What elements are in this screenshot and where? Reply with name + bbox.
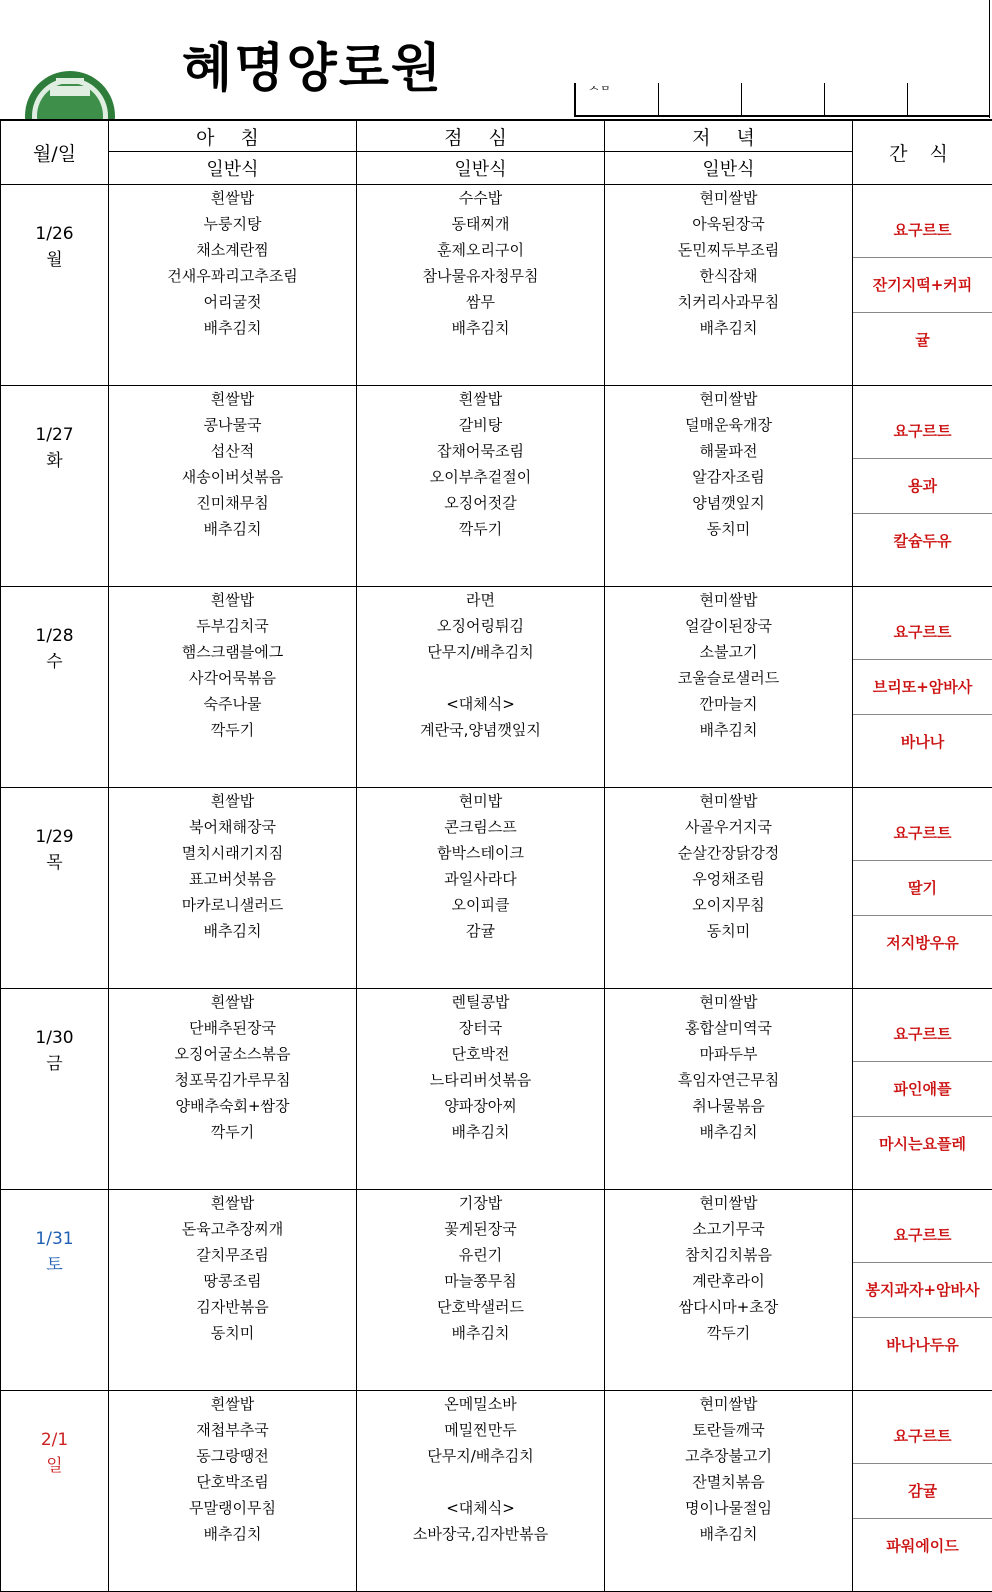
snack-item: 봉지과자+암바사 (853, 1263, 992, 1318)
dinner-item: 쌈다시마+초장 (605, 1294, 852, 1320)
lunch-item: 함박스테이크 (357, 840, 604, 866)
lunch-item: 잡채어묵조림 (357, 438, 604, 464)
breakfast-item: 두부김치국 (109, 613, 356, 639)
day-weekday: 수 (1, 649, 108, 675)
lunch-cell (357, 185, 605, 386)
day-date: 1/29 (1, 824, 108, 850)
lunch-item: 계란국,양념깻잎지 (357, 717, 604, 743)
lunch-item (357, 665, 604, 691)
approval-cell (825, 83, 908, 115)
lunch-item: 라면 (357, 587, 604, 613)
snack-item: 저지방우유 (853, 916, 992, 970)
approval-cell (659, 83, 742, 115)
lunch-item: 깍두기 (357, 516, 604, 542)
dinner-cell (605, 1391, 853, 1592)
approval-box (574, 83, 990, 117)
dinner-cell (605, 1190, 853, 1391)
breakfast-item: 청포묵김가루무침 (109, 1067, 356, 1093)
lunch-item: 쌈무 (357, 289, 604, 315)
lunch-cell (357, 989, 605, 1190)
breakfast-item: 어리굴젓 (109, 289, 356, 315)
snack-cell (853, 788, 992, 989)
breakfast-item: 깍두기 (109, 717, 356, 743)
lunch-cell (357, 386, 605, 587)
snack-item: 귤 (853, 313, 992, 367)
day-cell (1, 185, 109, 386)
day-row (1, 185, 992, 386)
snack-item: 요구르트 (853, 1409, 992, 1464)
snack-list (853, 203, 992, 367)
lunch-item: 동태찌개 (357, 211, 604, 237)
breakfast-item: 흰쌀밥 (109, 989, 356, 1015)
header-lunch-type: 일반식 (357, 152, 605, 185)
breakfast-item: 표고버섯볶음 (109, 866, 356, 892)
snack-item: 요구르트 (853, 1007, 992, 1062)
breakfast-item: 김자반볶음 (109, 1294, 356, 1320)
day-date: 1/31 (1, 1226, 108, 1252)
dinner-cell (605, 185, 853, 386)
lunch-item: 메밀찐만두 (357, 1417, 604, 1443)
snack-item: 감귤 (853, 1464, 992, 1519)
breakfast-item: 동치미 (109, 1320, 356, 1346)
breakfast-item: 햄스크램블에그 (109, 639, 356, 665)
lunch-item: 온메밀소바 (357, 1391, 604, 1417)
lunch-item: 과일사라다 (357, 866, 604, 892)
breakfast-cell (109, 989, 357, 1190)
breakfast-cell (109, 1391, 357, 1592)
breakfast-item: 재첩부추국 (109, 1417, 356, 1443)
snack-item: 잔기지떡+커피 (853, 258, 992, 313)
lunch-item: 오징어젓갈 (357, 490, 604, 516)
breakfast-item: 돈육고추장찌개 (109, 1216, 356, 1242)
breakfast-item: 흰쌀밥 (109, 1190, 356, 1216)
dinner-item: 현미쌀밥 (605, 185, 852, 211)
dinner-item: 현미쌀밥 (605, 1190, 852, 1216)
dinner-item: 소고기무국 (605, 1216, 852, 1242)
dinner-item: 참치김치볶음 (605, 1242, 852, 1268)
lunch-item: 느타리버섯볶음 (357, 1067, 604, 1093)
dinner-item: 현미쌀밥 (605, 989, 852, 1015)
header-breakfast-type: 일반식 (109, 152, 357, 185)
dinner-item: 아욱된장국 (605, 211, 852, 237)
dinner-item: 명이나물절임 (605, 1495, 852, 1521)
page-title: 혜명양로원 (182, 26, 443, 101)
breakfast-item: 흰쌀밥 (109, 587, 356, 613)
dinner-item: 깍두기 (605, 1320, 852, 1346)
snack-item: 요구르트 (853, 806, 992, 861)
day-weekday: 일 (1, 1453, 108, 1479)
day-cell (1, 788, 109, 989)
lunch-item: 단호박샐러드 (357, 1294, 604, 1320)
approval-cell (742, 83, 825, 115)
breakfast-item: 진미채무침 (109, 490, 356, 516)
breakfast-item: 멸치시래기지짐 (109, 840, 356, 866)
snack-cell (853, 1391, 992, 1592)
lunch-item: 훈제오리구이 (357, 237, 604, 263)
lunch-item: <대체식> (357, 1495, 604, 1521)
dinner-cell (605, 587, 853, 788)
lunch-item (357, 1469, 604, 1495)
approval-label: ᄉᄆ (576, 83, 659, 115)
dinner-item: 우엉채조림 (605, 866, 852, 892)
snack-item: 바나나두유 (853, 1318, 992, 1372)
dinner-item: 사골우거지국 (605, 814, 852, 840)
dinner-item: 배추김치 (605, 315, 852, 341)
breakfast-item: 건새우꽈리고추조림 (109, 263, 356, 289)
lunch-item: 장터국 (357, 1015, 604, 1041)
breakfast-item: 흰쌀밥 (109, 386, 356, 412)
breakfast-item: 흰쌀밥 (109, 788, 356, 814)
breakfast-item: 섭산적 (109, 438, 356, 464)
dinner-item: 깐마늘지 (605, 691, 852, 717)
day-weekday: 목 (1, 850, 108, 876)
lunch-item: 유린기 (357, 1242, 604, 1268)
breakfast-cell (109, 185, 357, 386)
breakfast-item: 사각어묵볶음 (109, 665, 356, 691)
dinner-item: 토란들깨국 (605, 1417, 852, 1443)
header-dinner-type: 일반식 (605, 152, 853, 185)
dinner-item: 얼갈이된장국 (605, 613, 852, 639)
day-row (1, 788, 992, 989)
day-date: 1/30 (1, 1025, 108, 1051)
dinner-cell (605, 989, 853, 1190)
day-cell (1, 386, 109, 587)
dinner-item: 돈민찌두부조림 (605, 237, 852, 263)
lunch-item: 단무지/배추김치 (357, 639, 604, 665)
dinner-item: 현미쌀밥 (605, 1391, 852, 1417)
dinner-item: 양념깻잎지 (605, 490, 852, 516)
breakfast-item: 채소계란찜 (109, 237, 356, 263)
dinner-item: 소불고기 (605, 639, 852, 665)
lunch-cell (357, 1190, 605, 1391)
snack-list (853, 1208, 992, 1372)
dinner-item: 현미쌀밥 (605, 386, 852, 412)
dinner-cell (605, 386, 853, 587)
dinner-item: 알감자조림 (605, 464, 852, 490)
lunch-item: 오징어링튀김 (357, 613, 604, 639)
snack-list (853, 404, 992, 568)
dinner-item: 코울슬로샐러드 (605, 665, 852, 691)
dinner-item: 치커리사과무침 (605, 289, 852, 315)
snack-item: 요구르트 (853, 1208, 992, 1263)
snack-item: 용과 (853, 459, 992, 514)
dinner-item: 홍합살미역국 (605, 1015, 852, 1041)
dinner-item: 동치미 (605, 918, 852, 944)
header-lunch: 점 심 (357, 120, 605, 152)
breakfast-item: 마카로니샐러드 (109, 892, 356, 918)
day-cell (1, 989, 109, 1190)
breakfast-item: 숙주나물 (109, 691, 356, 717)
lunch-item: 감귤 (357, 918, 604, 944)
snack-item: 마시는요플레 (853, 1117, 992, 1171)
dinner-item: 마파두부 (605, 1041, 852, 1067)
breakfast-item: 무말랭이무침 (109, 1495, 356, 1521)
header-date: 월/일 (1, 120, 109, 185)
dinner-item: 흑임자연근무침 (605, 1067, 852, 1093)
breakfast-cell (109, 1190, 357, 1391)
page-header (0, 0, 992, 120)
day-date: 1/27 (1, 422, 108, 448)
dinner-item: 현미쌀밥 (605, 587, 852, 613)
lunch-item: 배추김치 (357, 315, 604, 341)
breakfast-item: 동그랑땡전 (109, 1443, 356, 1469)
breakfast-item: 배추김치 (109, 315, 356, 341)
lunch-item: 수수밥 (357, 185, 604, 211)
breakfast-item: 흰쌀밥 (109, 185, 356, 211)
breakfast-item: 오징어굴소스볶음 (109, 1041, 356, 1067)
dinner-cell (605, 788, 853, 989)
snack-item: 파인애플 (853, 1062, 992, 1117)
snack-list (853, 1007, 992, 1171)
snack-cell (853, 587, 992, 788)
snack-cell (853, 1190, 992, 1391)
lunch-cell (357, 1391, 605, 1592)
lunch-item: 소바장국,김자반볶음 (357, 1521, 604, 1547)
snack-list (853, 806, 992, 970)
day-row (1, 386, 992, 587)
dinner-item: 해물파전 (605, 438, 852, 464)
breakfast-item: 배추김치 (109, 516, 356, 542)
lunch-item: 기장밥 (357, 1190, 604, 1216)
dinner-item: 고추장불고기 (605, 1443, 852, 1469)
day-date: 1/28 (1, 623, 108, 649)
lunch-cell (357, 587, 605, 788)
day-weekday: 토 (1, 1252, 108, 1278)
snack-cell (853, 386, 992, 587)
breakfast-item: 단배추된장국 (109, 1015, 356, 1041)
breakfast-cell (109, 788, 357, 989)
day-row (1, 1190, 992, 1391)
snack-list (853, 605, 992, 769)
lunch-item: <대체식> (357, 691, 604, 717)
day-weekday: 금 (1, 1051, 108, 1077)
day-date: 1/26 (1, 221, 108, 247)
dinner-item: 배추김치 (605, 1521, 852, 1547)
breakfast-item: 깍두기 (109, 1119, 356, 1145)
dinner-item: 잔멸치볶음 (605, 1469, 852, 1495)
lunch-cell (357, 788, 605, 989)
lunch-item: 현미밥 (357, 788, 604, 814)
day-weekday: 월 (1, 247, 108, 273)
snack-list (853, 1409, 992, 1573)
breakfast-item: 양배추숙회+쌈장 (109, 1093, 356, 1119)
dinner-item: 순살간장닭강정 (605, 840, 852, 866)
snack-item: 요구르트 (853, 605, 992, 660)
day-cell (1, 587, 109, 788)
day-row (1, 587, 992, 788)
breakfast-item: 새송이버섯볶음 (109, 464, 356, 490)
lunch-item: 단호박전 (357, 1041, 604, 1067)
header-breakfast: 아 침 (109, 120, 357, 152)
dinner-item: 덜매운육개장 (605, 412, 852, 438)
dinner-item: 현미쌀밥 (605, 788, 852, 814)
lunch-item: 참나물유자청무침 (357, 263, 604, 289)
lunch-item: 양파장아찌 (357, 1093, 604, 1119)
lunch-item: 배추김치 (357, 1119, 604, 1145)
lunch-item: 꽃게된장국 (357, 1216, 604, 1242)
dinner-item: 배추김치 (605, 717, 852, 743)
lunch-item: 마늘쫑무침 (357, 1268, 604, 1294)
snack-item: 바나나 (853, 715, 992, 769)
snack-item: 칼슘두유 (853, 514, 992, 568)
header-snack: 간 식 (853, 120, 992, 185)
lunch-item: 오이부추겉절이 (357, 464, 604, 490)
dinner-item: 오이지무침 (605, 892, 852, 918)
day-date: 2/1 (1, 1427, 108, 1453)
lunch-item: 렌틸콩밥 (357, 989, 604, 1015)
dinner-item: 배추김치 (605, 1119, 852, 1145)
breakfast-item: 배추김치 (109, 1521, 356, 1547)
day-cell (1, 1391, 109, 1592)
breakfast-item: 콩나물국 (109, 412, 356, 438)
breakfast-cell (109, 587, 357, 788)
lunch-item: 배추김치 (357, 1320, 604, 1346)
menu-body (1, 185, 992, 1592)
day-row (1, 1391, 992, 1592)
day-cell (1, 1190, 109, 1391)
logo-emblem-icon (22, 68, 118, 120)
lunch-item: 갈비탕 (357, 412, 604, 438)
lunch-item: 흰쌀밥 (357, 386, 604, 412)
weekly-menu-table (0, 119, 992, 1592)
dinner-item: 동치미 (605, 516, 852, 542)
snack-item: 요구르트 (853, 404, 992, 459)
snack-item: 딸기 (853, 861, 992, 916)
dinner-item: 취나물볶음 (605, 1093, 852, 1119)
breakfast-item: 갈치무조림 (109, 1242, 356, 1268)
snack-item: 요구르트 (853, 203, 992, 258)
lunch-item: 단무지/배추김치 (357, 1443, 604, 1469)
snack-item: 브리또+암바사 (853, 660, 992, 715)
day-weekday: 화 (1, 448, 108, 474)
lunch-item: 콘크림스프 (357, 814, 604, 840)
lunch-item: 오이피클 (357, 892, 604, 918)
breakfast-item: 북어채해장국 (109, 814, 356, 840)
approval-cell (908, 83, 990, 115)
breakfast-item: 단호박조림 (109, 1469, 356, 1495)
breakfast-item: 배추김치 (109, 918, 356, 944)
snack-cell (853, 989, 992, 1190)
breakfast-item: 흰쌀밥 (109, 1391, 356, 1417)
breakfast-item: 땅콩조림 (109, 1268, 356, 1294)
header-dinner: 저 녁 (605, 120, 853, 152)
breakfast-item: 누룽지탕 (109, 211, 356, 237)
day-row (1, 989, 992, 1190)
breakfast-cell (109, 386, 357, 587)
dinner-item: 계란후라이 (605, 1268, 852, 1294)
snack-cell (853, 185, 992, 386)
snack-item: 파워에이드 (853, 1519, 992, 1573)
dinner-item: 한식잡채 (605, 263, 852, 289)
